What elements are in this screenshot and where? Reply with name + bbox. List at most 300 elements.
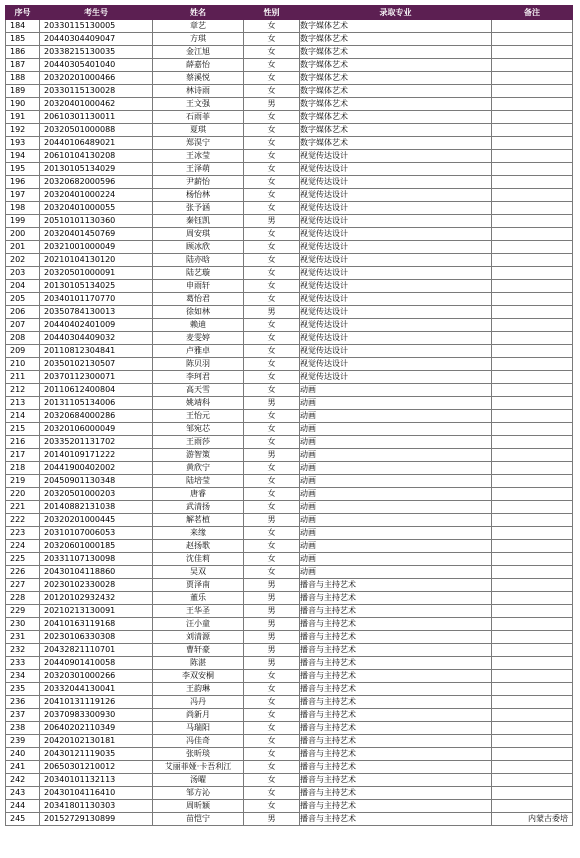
cell-exam-id: 20450901130348 (40, 475, 153, 488)
cell-seq: 203 (6, 267, 40, 280)
cell-exam-id: 20370983300930 (40, 709, 153, 722)
cell-seq: 229 (6, 605, 40, 618)
cell-gender: 女 (244, 748, 300, 761)
cell-name: 薛嘉怡 (153, 59, 244, 72)
cell-gender: 男 (244, 215, 300, 228)
cell-seq: 224 (6, 540, 40, 553)
cell-seq: 185 (6, 33, 40, 46)
cell-exam-id: 20320501000203 (40, 488, 153, 501)
cell-exam-id: 20430104116410 (40, 787, 153, 800)
cell-major: 数字媒体艺术 (300, 20, 492, 33)
cell-exam-id: 20440901410058 (40, 657, 153, 670)
header-major: 录取专业 (300, 6, 492, 20)
cell-remark (492, 761, 573, 774)
cell-seq: 189 (6, 85, 40, 98)
cell-name: 卢雅卓 (153, 345, 244, 358)
cell-gender: 女 (244, 85, 300, 98)
table-row (6, 813, 573, 826)
cell-seq: 188 (6, 72, 40, 85)
cell-seq: 239 (6, 735, 40, 748)
cell-seq: 237 (6, 709, 40, 722)
cell-major: 播音与主持艺术 (300, 748, 492, 761)
cell-name: 麦雯婷 (153, 332, 244, 345)
cell-seq: 186 (6, 46, 40, 59)
cell-gender: 女 (244, 111, 300, 124)
cell-seq: 205 (6, 293, 40, 306)
cell-seq: 220 (6, 488, 40, 501)
cell-remark (492, 683, 573, 696)
cell-name: 王韵琳 (153, 683, 244, 696)
cell-gender: 女 (244, 59, 300, 72)
cell-gender: 女 (244, 774, 300, 787)
cell-seq: 231 (6, 631, 40, 644)
cell-name: 尚新月 (153, 709, 244, 722)
cell-remark (492, 670, 573, 683)
cell-remark (492, 410, 573, 423)
cell-gender: 女 (244, 462, 300, 475)
cell-remark (492, 46, 573, 59)
table-row (6, 215, 573, 228)
cell-major: 播音与主持艺术 (300, 592, 492, 605)
cell-seq: 232 (6, 644, 40, 657)
cell-remark (492, 215, 573, 228)
cell-exam-id: 20320201000466 (40, 72, 153, 85)
cell-name: 陆艺璇 (153, 267, 244, 280)
table-row (6, 553, 573, 566)
cell-gender: 女 (244, 488, 300, 501)
cell-seq: 197 (6, 189, 40, 202)
cell-major: 视觉传达设计 (300, 332, 492, 345)
cell-gender: 女 (244, 761, 300, 774)
table-row (6, 644, 573, 657)
cell-major: 动画 (300, 553, 492, 566)
cell-name: 艾丽菲娅·卡吾利江 (153, 761, 244, 774)
cell-remark (492, 59, 573, 72)
cell-exam-id: 20332044130041 (40, 683, 153, 696)
cell-gender: 女 (244, 176, 300, 189)
admission-list (5, 5, 573, 826)
cell-exam-id: 20331107130098 (40, 553, 153, 566)
cell-name: 刘清源 (153, 631, 244, 644)
cell-remark (492, 553, 573, 566)
cell-major: 动画 (300, 475, 492, 488)
cell-name: 解茗植 (153, 514, 244, 527)
cell-major: 视觉传达设计 (300, 189, 492, 202)
header-name: 姓名 (153, 6, 244, 20)
cell-seq: 222 (6, 514, 40, 527)
cell-exam-id: 20110612400804 (40, 384, 153, 397)
table-row (6, 423, 573, 436)
cell-major: 视觉传达设计 (300, 176, 492, 189)
cell-gender: 女 (244, 436, 300, 449)
cell-exam-id: 20320501000091 (40, 267, 153, 280)
cell-remark (492, 787, 573, 800)
cell-name: 沈佳莉 (153, 553, 244, 566)
cell-seq: 228 (6, 592, 40, 605)
cell-major: 播音与主持艺术 (300, 644, 492, 657)
cell-exam-id: 20350784130013 (40, 306, 153, 319)
cell-gender: 女 (244, 696, 300, 709)
cell-remark (492, 163, 573, 176)
cell-remark (492, 462, 573, 475)
cell-major: 视觉传达设计 (300, 202, 492, 215)
cell-name: 汪小童 (153, 618, 244, 631)
header-remark: 备注 (492, 6, 573, 20)
cell-seq: 241 (6, 761, 40, 774)
table-row (6, 332, 573, 345)
cell-exam-id: 20640202110349 (40, 722, 153, 735)
cell-gender: 男 (244, 813, 300, 826)
table-row (6, 59, 573, 72)
cell-remark (492, 748, 573, 761)
cell-gender: 女 (244, 254, 300, 267)
cell-major: 视觉传达设计 (300, 345, 492, 358)
table-row (6, 696, 573, 709)
table-row (6, 371, 573, 384)
cell-seq: 212 (6, 384, 40, 397)
cell-gender: 男 (244, 579, 300, 592)
table-row (6, 33, 573, 46)
cell-major: 播音与主持艺术 (300, 787, 492, 800)
cell-gender: 女 (244, 787, 300, 800)
cell-seq: 244 (6, 800, 40, 813)
cell-remark (492, 150, 573, 163)
cell-major: 动画 (300, 436, 492, 449)
table-row (6, 202, 573, 215)
cell-exam-id: 20320201000445 (40, 514, 153, 527)
cell-name: 陈贝羽 (153, 358, 244, 371)
cell-exam-id: 20610301130011 (40, 111, 153, 124)
cell-seq: 211 (6, 371, 40, 384)
table-row (6, 605, 573, 618)
cell-exam-id: 20230102330028 (40, 579, 153, 592)
cell-name: 高天雪 (153, 384, 244, 397)
cell-exam-id: 20320501000088 (40, 124, 153, 137)
cell-remark (492, 241, 573, 254)
cell-exam-id: 20320682000596 (40, 176, 153, 189)
cell-name: 申雨轩 (153, 280, 244, 293)
cell-remark (492, 111, 573, 124)
cell-major: 数字媒体艺术 (300, 72, 492, 85)
cell-name: 张予涵 (153, 202, 244, 215)
table-row (6, 774, 573, 787)
cell-remark (492, 20, 573, 33)
table-row (6, 241, 573, 254)
cell-exam-id: 20140109171222 (40, 449, 153, 462)
cell-exam-id: 20650301210012 (40, 761, 153, 774)
cell-name: 曹轩豪 (153, 644, 244, 657)
cell-seq: 206 (6, 306, 40, 319)
cell-name: 赵扬歌 (153, 540, 244, 553)
cell-exam-id: 20320401000224 (40, 189, 153, 202)
table-row (6, 540, 573, 553)
cell-remark (492, 449, 573, 462)
cell-remark (492, 98, 573, 111)
cell-gender: 男 (244, 449, 300, 462)
table-row (6, 254, 573, 267)
cell-remark (492, 579, 573, 592)
cell-name: 徐如林 (153, 306, 244, 319)
cell-exam-id: 20130105134029 (40, 163, 153, 176)
cell-gender: 女 (244, 384, 300, 397)
cell-exam-id: 20350102130507 (40, 358, 153, 371)
cell-name: 冯佳奇 (153, 735, 244, 748)
cell-exam-id: 20340101132113 (40, 774, 153, 787)
cell-major: 视觉传达设计 (300, 215, 492, 228)
table-row (6, 436, 573, 449)
cell-remark (492, 709, 573, 722)
cell-seq: 234 (6, 670, 40, 683)
cell-seq: 194 (6, 150, 40, 163)
cell-gender: 女 (244, 202, 300, 215)
cell-major: 视觉传达设计 (300, 280, 492, 293)
cell-remark (492, 644, 573, 657)
cell-remark (492, 358, 573, 371)
cell-gender: 女 (244, 527, 300, 540)
table-row (6, 592, 573, 605)
cell-exam-id: 20510101130360 (40, 215, 153, 228)
table-row (6, 72, 573, 85)
cell-remark (492, 33, 573, 46)
table-row (6, 280, 573, 293)
cell-name: 王文强 (153, 98, 244, 111)
table-row (6, 449, 573, 462)
cell-seq: 208 (6, 332, 40, 345)
table-row (6, 579, 573, 592)
cell-name: 苗恺宁 (153, 813, 244, 826)
table-row (6, 501, 573, 514)
cell-seq: 193 (6, 137, 40, 150)
cell-gender: 女 (244, 137, 300, 150)
cell-major: 播音与主持艺术 (300, 579, 492, 592)
cell-exam-id: 20110812304841 (40, 345, 153, 358)
cell-remark (492, 722, 573, 735)
cell-gender: 女 (244, 293, 300, 306)
cell-name: 石雨菲 (153, 111, 244, 124)
cell-major: 视觉传达设计 (300, 371, 492, 384)
cell-remark (492, 605, 573, 618)
cell-gender: 男 (244, 644, 300, 657)
header-gender: 性别 (244, 6, 300, 20)
cell-remark (492, 618, 573, 631)
cell-gender: 女 (244, 735, 300, 748)
cell-gender: 男 (244, 618, 300, 631)
cell-name: 秦钰凯 (153, 215, 244, 228)
cell-remark (492, 85, 573, 98)
cell-name: 黄欣宁 (153, 462, 244, 475)
cell-name: 邹方沁 (153, 787, 244, 800)
cell-seq: 219 (6, 475, 40, 488)
cell-remark (492, 774, 573, 787)
cell-gender: 女 (244, 241, 300, 254)
cell-name: 金江旭 (153, 46, 244, 59)
cell-remark (492, 501, 573, 514)
cell-gender: 女 (244, 683, 300, 696)
cell-major: 动画 (300, 410, 492, 423)
cell-remark (492, 384, 573, 397)
cell-remark (492, 332, 573, 345)
cell-remark (492, 592, 573, 605)
cell-seq: 200 (6, 228, 40, 241)
cell-major: 播音与主持艺术 (300, 631, 492, 644)
cell-major: 播音与主持艺术 (300, 735, 492, 748)
cell-gender: 男 (244, 657, 300, 670)
cell-name: 冯丹 (153, 696, 244, 709)
cell-major: 动画 (300, 384, 492, 397)
header-exam-id: 考生号 (40, 6, 153, 20)
cell-name: 张昕琰 (153, 748, 244, 761)
cell-gender: 男 (244, 514, 300, 527)
cell-major: 动画 (300, 540, 492, 553)
cell-remark: 内蒙古委培 (492, 813, 573, 826)
cell-major: 视觉传达设计 (300, 267, 492, 280)
cell-exam-id: 20410131119126 (40, 696, 153, 709)
cell-remark (492, 319, 573, 332)
cell-remark (492, 137, 573, 150)
cell-major: 视觉传达设计 (300, 306, 492, 319)
table-row (6, 800, 573, 813)
cell-exam-id: 20130105134025 (40, 280, 153, 293)
cell-exam-id: 20140882131038 (40, 501, 153, 514)
cell-major: 视觉传达设计 (300, 150, 492, 163)
table-row (6, 124, 573, 137)
cell-seq: 227 (6, 579, 40, 592)
cell-seq: 238 (6, 722, 40, 735)
cell-name: 汤曜 (153, 774, 244, 787)
cell-name: 周安琪 (153, 228, 244, 241)
cell-major: 视觉传达设计 (300, 228, 492, 241)
cell-gender: 女 (244, 566, 300, 579)
table-row (6, 46, 573, 59)
cell-remark (492, 124, 573, 137)
cell-seq: 202 (6, 254, 40, 267)
cell-major: 播音与主持艺术 (300, 800, 492, 813)
cell-seq: 213 (6, 397, 40, 410)
table-row (6, 527, 573, 540)
cell-major: 视觉传达设计 (300, 163, 492, 176)
cell-seq: 217 (6, 449, 40, 462)
cell-major: 数字媒体艺术 (300, 111, 492, 124)
cell-name: 蔡溪悦 (153, 72, 244, 85)
cell-major: 数字媒体艺术 (300, 98, 492, 111)
cell-exam-id: 20440305401040 (40, 59, 153, 72)
cell-gender: 女 (244, 124, 300, 137)
cell-seq: 201 (6, 241, 40, 254)
cell-name: 陆亦晗 (153, 254, 244, 267)
cell-gender: 女 (244, 540, 300, 553)
cell-remark (492, 293, 573, 306)
cell-seq: 210 (6, 358, 40, 371)
cell-seq: 226 (6, 566, 40, 579)
table-row (6, 228, 573, 241)
cell-exam-id: 20340101170770 (40, 293, 153, 306)
cell-name: 邹宛芯 (153, 423, 244, 436)
cell-seq: 230 (6, 618, 40, 631)
table-row (6, 566, 573, 579)
cell-seq: 191 (6, 111, 40, 124)
cell-name: 来缘 (153, 527, 244, 540)
cell-gender: 女 (244, 709, 300, 722)
cell-exam-id: 20335201131702 (40, 436, 153, 449)
cell-seq: 215 (6, 423, 40, 436)
table-row (6, 293, 573, 306)
table-row (6, 748, 573, 761)
cell-gender: 女 (244, 410, 300, 423)
cell-gender: 女 (244, 345, 300, 358)
table-row (6, 85, 573, 98)
cell-major: 播音与主持艺术 (300, 761, 492, 774)
cell-exam-id: 20210104130120 (40, 254, 153, 267)
cell-major: 播音与主持艺术 (300, 813, 492, 826)
cell-seq: 209 (6, 345, 40, 358)
cell-exam-id: 20152729130899 (40, 813, 153, 826)
cell-seq: 207 (6, 319, 40, 332)
cell-exam-id: 20420102130181 (40, 735, 153, 748)
cell-exam-id: 20320401000462 (40, 98, 153, 111)
cell-seq: 243 (6, 787, 40, 800)
cell-major: 动画 (300, 527, 492, 540)
cell-exam-id: 20441900402002 (40, 462, 153, 475)
cell-seq: 195 (6, 163, 40, 176)
table-row (6, 98, 573, 111)
cell-exam-id: 20410163119168 (40, 618, 153, 631)
cell-remark (492, 566, 573, 579)
cell-name: 贾泽南 (153, 579, 244, 592)
cell-major: 数字媒体艺术 (300, 124, 492, 137)
cell-name: 武清扬 (153, 501, 244, 514)
cell-exam-id: 20610104130208 (40, 150, 153, 163)
table-row (6, 631, 573, 644)
cell-seq: 192 (6, 124, 40, 137)
cell-remark (492, 436, 573, 449)
cell-major: 动画 (300, 514, 492, 527)
cell-exam-id: 20330115130028 (40, 85, 153, 98)
cell-exam-id: 20440304409047 (40, 33, 153, 46)
cell-major: 数字媒体艺术 (300, 85, 492, 98)
cell-remark (492, 72, 573, 85)
table-row (6, 163, 573, 176)
cell-remark (492, 475, 573, 488)
cell-major: 播音与主持艺术 (300, 670, 492, 683)
cell-name: 李双安桐 (153, 670, 244, 683)
cell-name: 王怡元 (153, 410, 244, 423)
cell-seq: 214 (6, 410, 40, 423)
cell-major: 动画 (300, 423, 492, 436)
cell-major: 视觉传达设计 (300, 241, 492, 254)
cell-exam-id: 20432821110701 (40, 644, 153, 657)
cell-major: 视觉传达设计 (300, 254, 492, 267)
cell-exam-id: 20321001000049 (40, 241, 153, 254)
cell-name: 杨怡林 (153, 189, 244, 202)
cell-exam-id: 20330115130005 (40, 20, 153, 33)
cell-gender: 男 (244, 631, 300, 644)
cell-exam-id: 20230106330308 (40, 631, 153, 644)
cell-seq: 221 (6, 501, 40, 514)
cell-major: 动画 (300, 449, 492, 462)
cell-major: 播音与主持艺术 (300, 722, 492, 735)
table-row (6, 462, 573, 475)
cell-major: 数字媒体艺术 (300, 33, 492, 46)
table-row (6, 735, 573, 748)
cell-exam-id: 20440402401009 (40, 319, 153, 332)
cell-gender: 女 (244, 371, 300, 384)
cell-major: 动画 (300, 488, 492, 501)
cell-seq: 240 (6, 748, 40, 761)
cell-name: 林诗雨 (153, 85, 244, 98)
cell-seq: 196 (6, 176, 40, 189)
cell-gender: 女 (244, 280, 300, 293)
cell-gender: 女 (244, 46, 300, 59)
